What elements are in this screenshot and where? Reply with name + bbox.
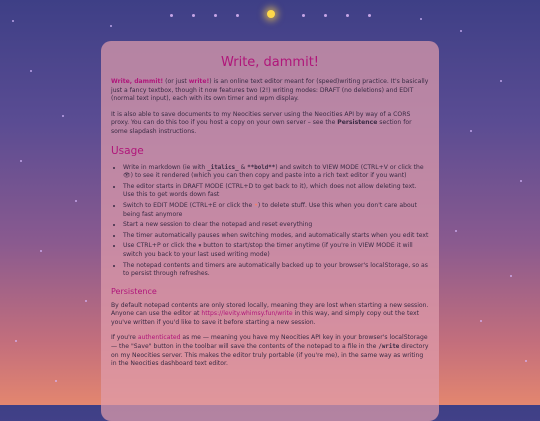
neocities-paragraph: It is also able to save documents to my Neocities server using the Neocities API by way of a CORS proxy. You can do this too if you host a copy on your own server – see the Persistence section for some slapdash instructions. bbox=[111, 110, 412, 135]
list-item: • Use CTRL+P or click the ⏸ button to start/stop the timer anytime (if you're in VIEW MODE it will switch you back to your last used writing mode) bbox=[123, 242, 429, 259]
lit-bulb-icon bbox=[267, 10, 275, 18]
string-lights bbox=[170, 10, 390, 26]
usage-list bbox=[111, 164, 429, 279]
list-item: • The notepad contents and timers are automatically backed up to your browser's localStorage, so as to persist through refreshes. bbox=[123, 262, 429, 279]
persistence-paragraph-2: If you're authenticated as me — meaning you have my Neocities API key in your browser's localStorage — the "Save" button in the toolbar will save the contents of the notepad to a file in the /write directory on my Neocities server. This makes the editor truly portable (if you're me), in the same way as writing in the Neocities dashboard text editor. bbox=[111, 334, 429, 368]
page-title: Write, dammit! bbox=[220, 55, 320, 70]
list-item: • The timer automatically pauses when switching modes, and automatically starts when you edit text bbox=[123, 232, 429, 241]
usage-heading: Usage bbox=[111, 144, 144, 157]
editor-url-link[interactable]: https://levity.whimsy.fun/write bbox=[201, 310, 293, 318]
authenticated-link[interactable]: authenticated bbox=[137, 334, 181, 342]
persistence-heading: Persistence bbox=[111, 286, 157, 296]
list-item: • Switch to EDIT MODE (CTRL+E or click the •) to delete stuff. Use this when you don't care about being fast anymore bbox=[123, 202, 429, 219]
readme-card bbox=[101, 41, 439, 421]
list-item: • Start a new session to clear the notepad and reset everything bbox=[123, 221, 429, 230]
app-short-name: write! bbox=[188, 78, 210, 85]
persistence-paragraph-1: By default notepad contents are only stored locally, meaning they are lost when starting a new session. Anyone can use the editor at https://levity.whimsy.fun/write in this way, and simply copy out the text you've written if you'd like to save it before starting a new session. bbox=[111, 301, 429, 326]
intro-paragraph: Write, dammit! (or just write!) is an online text editor meant for (speed)writing practice. It's basically just a fancy textbox, though it now features two (2!) writing modes: DRAFT (no deletions) and EDIT (normal text input), each with its own timer and wpm display. bbox=[111, 78, 429, 103]
eye-icon: 👁 bbox=[123, 172, 131, 180]
list-item: • The editor starts in DRAFT MODE (CTRL+D to get back to it), which does not allow deleting text. Use this to get words down fast bbox=[123, 183, 429, 200]
persistence-link[interactable]: Persistence bbox=[337, 119, 378, 127]
edit-dot-icon: • bbox=[254, 201, 258, 209]
list-item: • Write in markdown (ie with _italics_ & **bold**) and switch to VIEW MODE (CTRL+V or click the 👁) to see it rendered (which you can then copy and paste into a rich text editor if you want) bbox=[123, 164, 429, 181]
app-name: Write, dammit! bbox=[111, 78, 164, 85]
